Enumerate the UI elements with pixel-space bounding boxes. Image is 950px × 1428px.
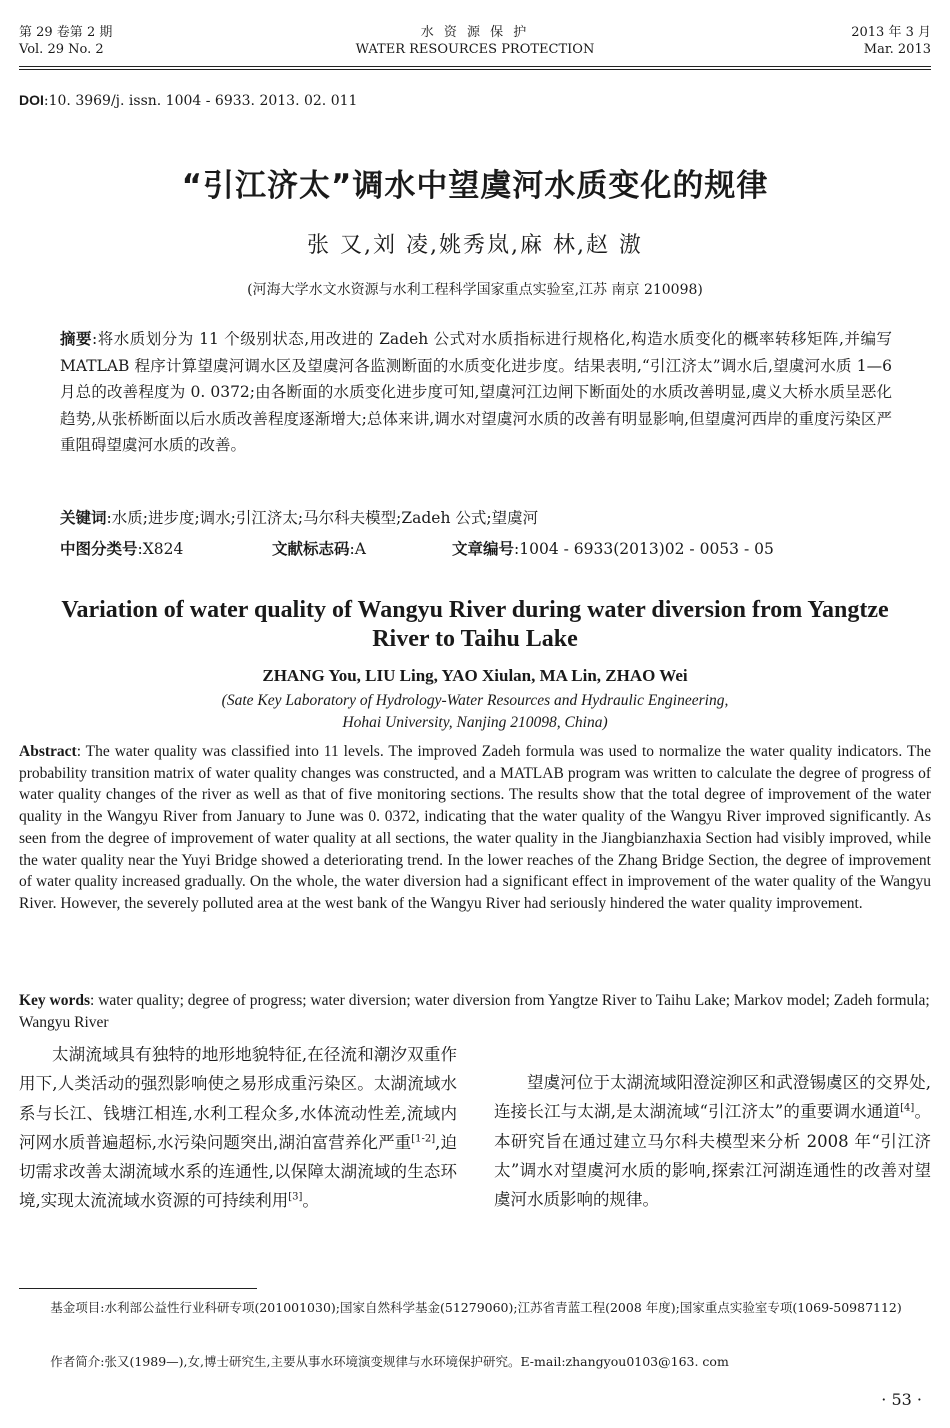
- affiliation-en: [0, 690, 950, 734]
- affiliation-en-line1: (Sate Key Laboratory of Hydrology-Water Resources and Hydraulic Engineering,: [221, 692, 729, 709]
- abstract-en-text: : The water quality was classified into 11 levels. The improved Zadeh formula was used to normalize the water quality indicators. The probability transition matrix of water quality changes was constructed, and a MATLAB program was written to calculate the degree of progress of water quality changes of the river as well as that of five monitoring sections. The results show that the total degree of improvement of the water quality in the Wangyu River from January to June was 0. 0372, indicating that the water quality of the Wangyu River improved significantly. As seen from the degree of improvement of water quality at all sections, the water quality in the Jiangbianzhaxia Section had visibly improved, while the water quality near the Yuyi Bridge showed a deteriorating trend. In the lower reaches of the Zhang Bridge Section, the degree of improvement of water quality increased gradually. On the whole, the water diversion had a significant effect in improvement of the water quality of the Wangyu River. However, the severely polluted area at the west bank of the Wangyu River had seriously hindered the water quality improvement.: [19, 743, 931, 912]
- title-cn: “引江济太”调水中望虞河水质变化的规律: [181, 168, 769, 204]
- clc-number: [60, 537, 183, 561]
- document-code-value: :A: [349, 540, 366, 558]
- journal-name: [0, 24, 950, 58]
- keywords-cn-label: 关键词: [60, 509, 107, 527]
- body-column-right: [494, 1068, 931, 1214]
- body-paragraph-1-cont: ,迫切需求改善太湖流域水系的连通性,以保障太湖流域的生态环境,实现太流流域水资源的可持续利用: [19, 1132, 457, 1211]
- affiliation-cn: (河海大学水文水资源与水利工程科学国家重点实验室,江苏 南京 210098): [247, 282, 703, 298]
- document-code: [272, 537, 366, 561]
- affiliation-en-line2: Hohai University, Nanjing 210098, China): [342, 714, 608, 731]
- abstract-cn-label: 摘要: [60, 330, 92, 348]
- issue-date: [851, 24, 931, 58]
- issue-date-cn: 2013 年 3 月: [851, 25, 931, 40]
- journal-name-cn: 水 资 源 保 护: [420, 25, 530, 40]
- page-number: · 53 ·: [881, 1390, 922, 1409]
- doi-value: :10. 3969/j. issn. 1004 - 6933. 2013. 02. 011: [43, 93, 358, 109]
- article-number-value: :1004 - 6933(2013)02 - 0053 - 05: [514, 540, 774, 558]
- authors-cn: 张 又,刘 凌,姚秀岚,麻 林,赵 滶: [307, 233, 643, 258]
- issue-date-en: Mar. 2013: [863, 42, 931, 57]
- header-rule-bottom: [19, 69, 931, 70]
- body-paragraph-2-cont: 。本研究旨在通过建立马尔科夫模型来分析 2008 年“引江济太”调水对望虞河水质的影响,探索江河湖连通性的改善对望虞河水质影响的规律。: [494, 1102, 932, 1210]
- clc-label: 中图分类号: [60, 540, 138, 558]
- citation-3: [3]: [288, 1191, 303, 1203]
- keywords-en: [19, 990, 931, 1034]
- abstract-cn-text: :将水质划分为 11 个级别状态,用改进的 Zadeh 公式对水质指标进行规格化,构造水质变化的概率转移矩阵,并编写 MATLAB 程序计算望虞河调水区及望虞河各监测断面的水质变化进步度。结果表明,“引江济太”调水后,望虞河水质 1—6 月总的改善程度为 0. 0372;由各断面的水质变化进步度可知,望虞河江边闸下断面处的水质改善明显,虞义大桥水质呈恶化趋势,从张桥断面以后水质改善程度逐渐增大;总体来讲,调水对望虞河水质的改善有明显影响,但望虞河西岸的重度污染区严重阻碍望虞河水质的改善。: [60, 330, 892, 454]
- abstract-en-label: Abstract: [19, 743, 77, 760]
- volume-issue-en: Vol. 29 No. 2: [19, 42, 104, 57]
- clc-value: :X824: [137, 540, 184, 558]
- footnote-funding: 基金项目:水利部公益性行业科研专项(201001030);国家自然科学基金(51279060);江苏省青蓝工程(2008 年度);国家重点实验室专项(1069-50987112): [50, 1300, 902, 1315]
- keywords-cn: [60, 506, 892, 530]
- body-column-left: [19, 1040, 457, 1216]
- journal-name-en: WATER RESOURCES PROTECTION: [355, 42, 595, 57]
- header-rule-top: [19, 66, 931, 67]
- citation-1-2: [1-2]: [411, 1133, 436, 1145]
- article-number: [452, 537, 774, 561]
- citation-4: [4]: [900, 1102, 915, 1114]
- keywords-en-text: : water quality; degree of progress; water diversion; water diversion from Yangtze River to Taihu Lake; Markov model; Zadeh formula; Wangyu River: [19, 992, 930, 1031]
- doi-label: DOI: [19, 92, 44, 108]
- article-number-label: 文章编号: [452, 540, 515, 558]
- doi: [19, 92, 357, 109]
- footnote-author: 作者简介:张又(1989—),女,博士研究生,主要从事水环境演变规律与水环境保护研究。E-mail:zhangyou0103@163. com: [50, 1354, 729, 1369]
- footnote-rule: [19, 1288, 257, 1289]
- keywords-en-label: Key words: [19, 992, 91, 1009]
- body-paragraph-2: 望虞河位于太湖流域阳澄淀泖区和武澄锡虞区的交界处,连接长江与太湖,是太湖流域“引江济太”的重要调水通道: [494, 1073, 931, 1122]
- document-code-label: 文献标志码: [272, 540, 350, 558]
- body-paragraph-1: 太湖流域具有独特的地形地貌特征,在径流和潮汐双重作用下,人类活动的强烈影响使之易形成重污染区。太湖流域水系与长江、钱塘江相连,水利工程众多,水体流动性差,流域内河网水质普遍超标,水污染问题突出,湖泊富营养化严重: [19, 1045, 457, 1152]
- title-en: Variation of water quality of Wangyu River during water diversion from Yangtze River to Taihu Lake: [61, 597, 889, 652]
- volume-issue-cn: 第 29 卷第 2 期: [19, 25, 113, 40]
- body-paragraph-1-end: 。: [302, 1191, 319, 1211]
- authors-en: ZHANG You, LIU Ling, YAO Xiulan, MA Lin, ZHAO Wei: [262, 666, 688, 685]
- abstract-cn: [60, 326, 892, 459]
- abstract-en: [19, 741, 931, 915]
- keywords-cn-text: :水质;进步度;调水;引江济太;马尔科夫模型;Zadeh 公式;望虞河: [106, 509, 539, 527]
